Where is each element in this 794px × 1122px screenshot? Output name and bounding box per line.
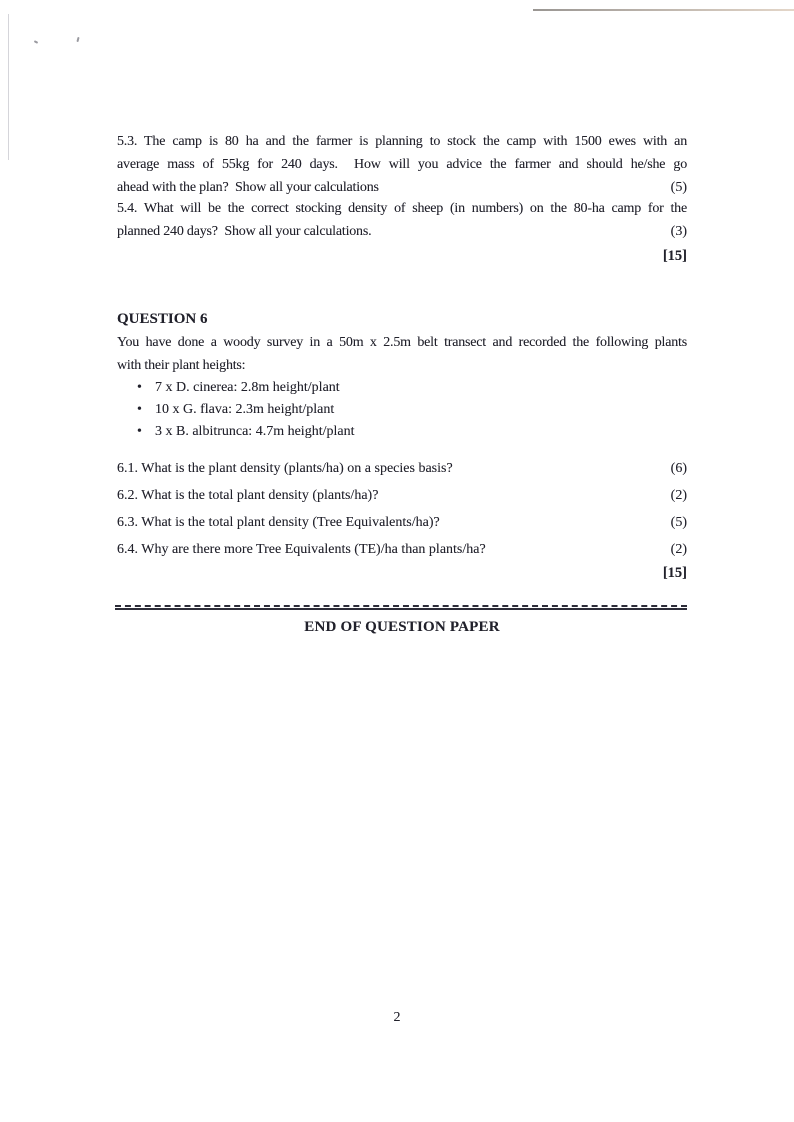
pen-mark [76, 37, 79, 42]
marks-label: (5) [670, 515, 687, 530]
scan-edge-line [8, 14, 9, 160]
section-6-total-marks: [15] [662, 565, 687, 581]
bullet-text: 7 x D. cinerea: 2.8m height/plant [155, 380, 340, 395]
question-5-3 [117, 130, 687, 199]
section-5-total-marks: [15] [662, 248, 687, 264]
question-text: 6.3. What is the total plant density (Tree Equivalents/ha)? [117, 515, 440, 530]
list-item [117, 421, 687, 443]
bullet-icon: • [137, 380, 142, 395]
question-text: ahead with the plan? Show all your calculations [117, 180, 379, 195]
question-6-intro [117, 331, 687, 377]
list-item [117, 399, 687, 421]
end-separator [115, 605, 687, 610]
question-6-4 [117, 538, 687, 561]
question-text: 6.2. What is the total plant density (plants/ha)? [117, 488, 379, 503]
text-line: average mass of 55kg for 240 days. How will you advice the farmer and should he/she go [117, 157, 687, 172]
marks-label: (2) [670, 488, 687, 503]
pen-mark [34, 40, 38, 44]
question-text: 6.4. Why are there more Tree Equivalents (TE)/ha than plants/ha? [117, 542, 486, 557]
bullet-icon: • [137, 424, 142, 439]
bullet-icon: • [137, 402, 142, 417]
end-of-paper-label: END OF QUESTION PAPER [304, 619, 500, 635]
text-line: 5.3. The camp is 80 ha and the farmer is planning to stock the camp with 1500 ewes with an [117, 134, 687, 149]
marks-label: (6) [670, 461, 687, 476]
bullet-text: 10 x G. flava: 2.3m height/plant [155, 402, 335, 417]
separator-dashed-line [115, 605, 687, 607]
page-number: 2 [393, 1010, 401, 1025]
marks-label: (2) [670, 542, 687, 557]
text-line: 5.4. What will be the correct stocking density of sheep (in numbers) on the 80-ha camp for the [117, 201, 687, 216]
marks-label: (3) [670, 224, 687, 239]
separator-solid-line [115, 608, 687, 610]
text-line: You have done a woody survey in a 50m x 2.5m belt transect and recorded the following plants [117, 335, 687, 350]
marks-label: (5) [670, 180, 687, 195]
bullet-text: 3 x B. albitrunca: 4.7m height/plant [155, 424, 355, 439]
question-6-3 [117, 511, 687, 534]
question-6-1 [117, 457, 687, 480]
text-line [117, 220, 687, 243]
question-5-4 [117, 197, 687, 243]
question-text: planned 240 days? Show all your calculations. [117, 224, 372, 239]
text-line: with their plant heights: [117, 358, 246, 373]
text-line [117, 176, 687, 199]
question-text: 6.1. What is the plant density (plants/ha) on a species basis? [117, 461, 453, 476]
question-6-heading: QUESTION 6 [117, 311, 208, 327]
question-6-2 [117, 484, 687, 507]
scan-top-right-line [533, 9, 794, 11]
list-item [117, 377, 687, 399]
